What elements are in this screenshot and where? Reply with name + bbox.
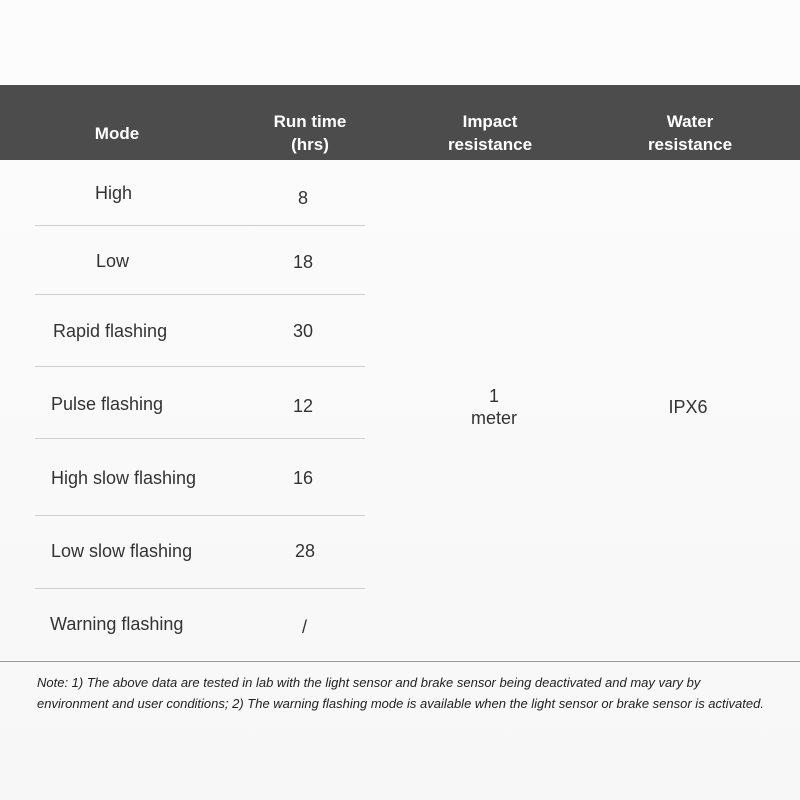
row-divider bbox=[35, 366, 365, 367]
header-run-time-line1: Run time bbox=[273, 112, 347, 131]
row-6-mode: Low slow flashing bbox=[51, 541, 193, 561]
header-mode-text: Mode bbox=[94, 124, 140, 143]
row-2-mode: Low bbox=[96, 251, 130, 271]
row-4-run-time: 12 bbox=[293, 396, 314, 416]
row-divider bbox=[35, 438, 365, 439]
water-resistance-value: IPX6 bbox=[668, 397, 708, 417]
header-impact-line1: Impact bbox=[462, 112, 518, 131]
row-4-mode: Pulse flashing bbox=[51, 394, 164, 414]
row-1-run-time: 8 bbox=[298, 188, 309, 208]
impact-resistance-line1: 1 bbox=[488, 386, 499, 406]
header-impact bbox=[430, 110, 550, 156]
row-divider bbox=[35, 225, 365, 226]
row-7-run-time: / bbox=[302, 617, 308, 637]
impact-resistance-line2: meter bbox=[470, 408, 517, 428]
header-mode bbox=[78, 122, 156, 145]
row-1-mode: High bbox=[95, 183, 133, 203]
row-5-mode: High slow flashing bbox=[51, 468, 197, 488]
impact-resistance-value bbox=[454, 385, 534, 429]
row-5-run-time: 16 bbox=[293, 468, 314, 488]
header-impact-line2: resistance bbox=[447, 135, 533, 154]
row-7-mode: Warning flashing bbox=[50, 614, 184, 634]
row-divider bbox=[35, 588, 365, 589]
row-3-run-time: 30 bbox=[293, 321, 314, 341]
table-bottom-border bbox=[0, 661, 800, 662]
table-header bbox=[0, 85, 800, 160]
footnote: Note: 1) The above data are tested in lab with the light sensor and brake sensor being deactivated and may vary by environment and user conditions; 2) The warning flashing mode is available when the light sensor or brake sensor is activated. bbox=[37, 675, 764, 711]
header-run-time bbox=[255, 110, 365, 156]
row-2-run-time: 18 bbox=[293, 252, 314, 272]
header-water bbox=[630, 110, 750, 156]
row-3-mode: Rapid flashing bbox=[53, 321, 168, 341]
header-run-time-line2: (hrs) bbox=[291, 135, 329, 154]
header-water-line1: Water bbox=[666, 112, 714, 131]
row-6-run-time: 28 bbox=[295, 541, 316, 561]
row-divider bbox=[35, 294, 365, 295]
header-water-line2: resistance bbox=[647, 135, 733, 154]
row-divider bbox=[35, 515, 365, 516]
